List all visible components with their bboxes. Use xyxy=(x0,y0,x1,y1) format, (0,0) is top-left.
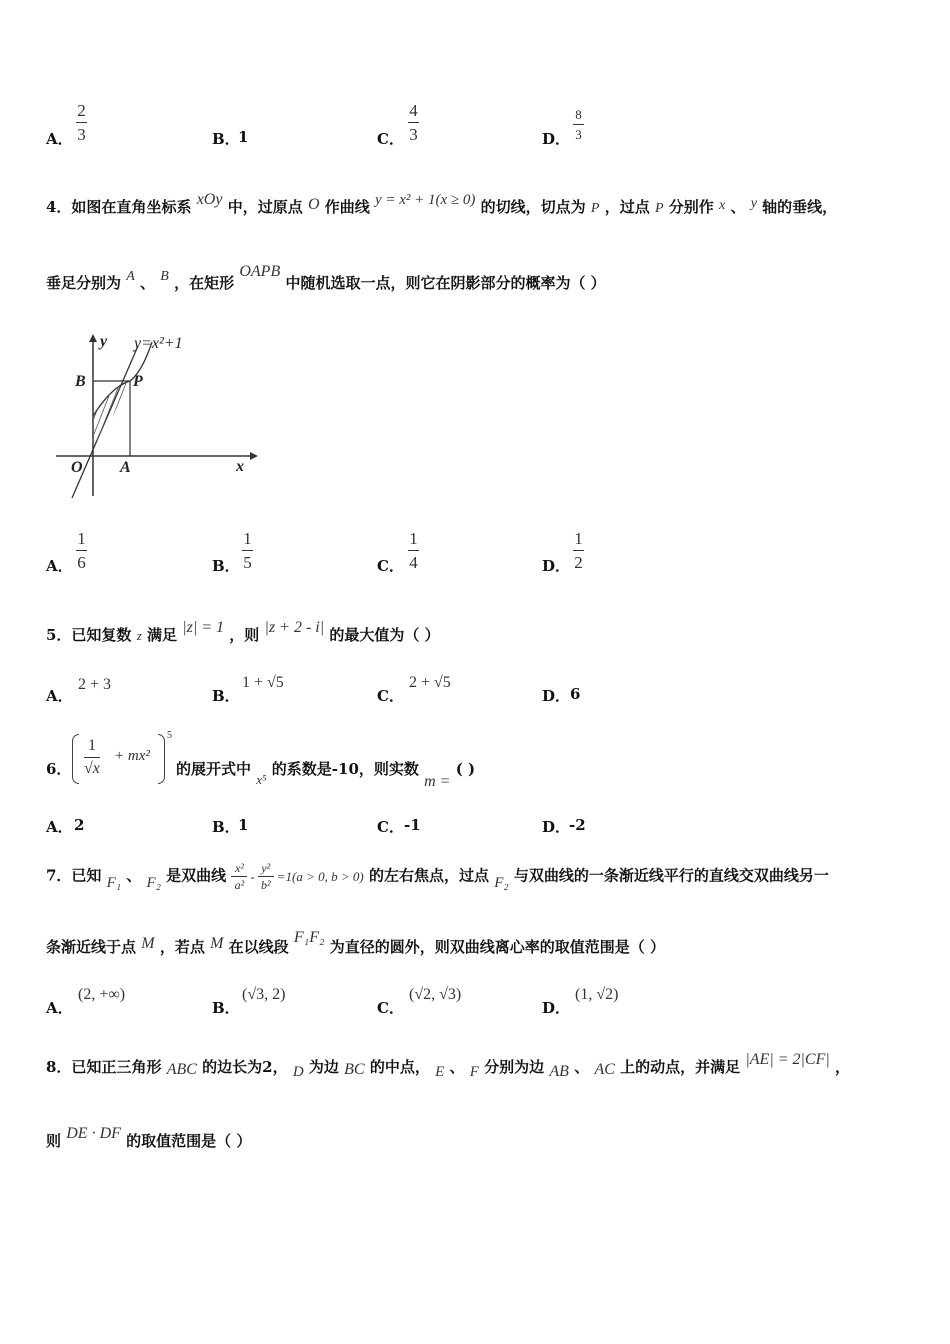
q7-eq-minus: - xyxy=(250,868,255,884)
parabola-curve xyxy=(93,342,152,416)
q3-option-b-letter: B． xyxy=(212,130,240,148)
q6-plus-term: + mx² xyxy=(114,748,150,764)
q7-option-d-value: (1, √2) xyxy=(575,986,619,1003)
q6-option-c-letter: C． xyxy=(377,818,404,836)
q7-f1f2: F₁F₂ xyxy=(293,929,325,946)
q4-text-b: 中，过原点 xyxy=(227,198,303,216)
y-axis-arrow-icon xyxy=(89,334,97,342)
q7-line2 xyxy=(46,929,666,957)
q8-sep2: 、 xyxy=(574,1058,590,1076)
q6-base-fraction xyxy=(84,738,100,777)
q3-option-a-letter: A． xyxy=(46,130,73,148)
q4-B: B xyxy=(160,269,169,284)
q4-option-c-fraction xyxy=(408,530,419,571)
q4-text-f: 分别作 xyxy=(668,198,714,216)
q4-p2: P xyxy=(654,201,664,216)
q5-text-c: ，则 xyxy=(229,626,260,644)
q6-option-c-value: -1 xyxy=(404,816,421,834)
q5-expr: |z + 2 - i| xyxy=(264,619,325,636)
q3-option-d-num: 8 xyxy=(575,107,582,122)
q5-text-d: 的最大值为（ ） xyxy=(329,626,440,644)
q8-line1 xyxy=(46,1051,851,1080)
q8-text-d: 的中点， xyxy=(369,1058,430,1076)
q4-x: x xyxy=(719,198,726,213)
q6-right-paren xyxy=(158,734,165,784)
q7-M2: M xyxy=(210,935,224,952)
q3-option-d-den: 3 xyxy=(575,127,582,142)
q3-option-c-num: 4 xyxy=(409,101,418,120)
q4-option-c-letter: C． xyxy=(377,557,404,575)
q4-sep: 、 xyxy=(730,198,746,216)
q4-option-a-num: 1 xyxy=(77,529,86,548)
q3-option-d-fraction xyxy=(573,108,584,141)
q8-ab: AB xyxy=(549,1063,569,1080)
q4-p: P xyxy=(590,201,600,216)
q3-option-a-den: 3 xyxy=(77,125,86,144)
q6-line xyxy=(176,758,476,790)
q4-A: A xyxy=(126,269,135,284)
q7-text-e: 条渐近线于点 xyxy=(46,938,137,956)
q4-text-a: 4．如图在直角坐标系 xyxy=(46,198,192,216)
figure-b-label: B xyxy=(75,373,86,390)
q4-option-a-fraction xyxy=(76,530,87,571)
q7-text-d: 与双曲线的一条渐近线平行的直线交双曲线另一 xyxy=(513,866,829,885)
q8-text-g: ， xyxy=(835,1058,851,1076)
figure-p-label: P xyxy=(133,373,143,390)
q4-option-d-den: 2 xyxy=(574,553,583,572)
q4-oapb: OAPB xyxy=(239,263,281,280)
q4-option-b-letter: B． xyxy=(212,557,240,575)
q6-expression xyxy=(72,730,172,784)
q7-eq-rest: =1(a > 0, b > 0) xyxy=(276,868,364,884)
q6-number: 6． xyxy=(46,760,72,778)
q6-option-b-value: 1 xyxy=(238,816,249,834)
q8-abc: ABC xyxy=(166,1061,197,1078)
q6-option-b-letter: B． xyxy=(212,818,240,836)
q3-option-a-num: 2 xyxy=(77,101,86,120)
q6-left-paren xyxy=(72,734,79,784)
q7-sep: 、 xyxy=(126,866,142,885)
q7-text-c: 的左右焦点，过点 xyxy=(368,866,489,885)
q3-option-b-value: 1 xyxy=(238,128,249,146)
q4-option-b-den: 5 xyxy=(243,553,252,572)
q7-y-over-b xyxy=(258,862,274,891)
q6-frac-num: 1 xyxy=(87,737,96,754)
q5-text-b: 满足 xyxy=(146,626,177,644)
q7-eq-b: b² xyxy=(260,878,271,892)
q5-option-a-letter: A． xyxy=(46,687,73,705)
q7-line1 xyxy=(46,862,829,891)
q5-option-a-value: 2 + 3 xyxy=(78,676,112,693)
q4-o: O xyxy=(307,196,320,213)
q4-y: y xyxy=(750,196,757,211)
q5-option-d-letter: D． xyxy=(542,687,571,705)
q4-option-b-num: 1 xyxy=(243,529,252,548)
q4-option-d-letter: D． xyxy=(542,557,571,575)
q8-text-b: 的边长为2， xyxy=(202,1058,288,1076)
q4-option-c-num: 1 xyxy=(409,529,418,548)
q7-option-a-value: (2, +∞) xyxy=(78,986,126,1003)
q6-power: 5 xyxy=(167,730,172,741)
q5-cond: |z| = 1 xyxy=(182,619,225,636)
q8-bc: BC xyxy=(344,1061,365,1078)
q4-figure xyxy=(50,328,260,503)
figure-y-label: y xyxy=(100,333,108,350)
q7-option-b-value: (√3, 2) xyxy=(242,986,286,1003)
q8-text-a: 8．已知正三角形 xyxy=(46,1058,162,1076)
q4-line1 xyxy=(46,191,838,217)
q5-option-b-letter: B． xyxy=(212,687,240,705)
q7-text-h: 为直径的圆外，则双曲线离心率的取值范围是（ ） xyxy=(329,938,666,956)
q4-option-b-fraction xyxy=(242,530,253,571)
q7-option-b-letter: B． xyxy=(212,999,240,1017)
q4-text-e: ，过点 xyxy=(604,198,650,216)
q7-M: M xyxy=(141,935,155,952)
q7-text-g: 在以线段 xyxy=(228,938,289,956)
q8-text-c: 为边 xyxy=(308,1058,339,1076)
q7-f1: F₁ xyxy=(106,874,122,891)
q8-sep: 、 xyxy=(449,1058,465,1076)
q5-line xyxy=(46,619,440,645)
q4-option-a-letter: A． xyxy=(46,557,73,575)
q4-option-c-den: 4 xyxy=(409,553,418,572)
q3-option-c-den: 3 xyxy=(409,125,418,144)
q7-f2: F₂ xyxy=(146,874,161,891)
q7-text-b: 是双曲线 xyxy=(166,866,227,885)
q7-f2b: F₂ xyxy=(494,874,509,891)
q6-text-a: 的展开式中 xyxy=(176,760,252,778)
q8-text-e: 分别为边 xyxy=(484,1058,545,1076)
figure-a-label: A xyxy=(120,459,131,476)
q7-text-a: 7．已知 xyxy=(46,866,102,885)
q4-xoy: xOy xyxy=(196,191,223,208)
q7-option-a-letter: A． xyxy=(46,999,73,1017)
q6-option-d-value: -2 xyxy=(569,816,586,834)
q3-option-c-letter: C． xyxy=(377,130,404,148)
q7-option-c-letter: C． xyxy=(377,999,404,1017)
q6-option-d-letter: D． xyxy=(542,818,571,836)
q6-text-b: 的系数是-10，则实数 xyxy=(271,760,419,778)
q4-text-h: 垂足分别为 xyxy=(46,274,122,292)
q8-cond: |AE| = 2|CF| xyxy=(745,1051,830,1068)
figure-x-label: x xyxy=(236,458,244,475)
q6-frac-den: √x xyxy=(84,760,100,777)
q8-e: E xyxy=(435,1064,445,1080)
q3-option-a-fraction xyxy=(76,102,87,143)
q5-option-c-value: 2 + √5 xyxy=(409,674,451,691)
q4-sep2: 、 xyxy=(140,274,156,292)
q6-x5: x⁵ xyxy=(256,772,267,787)
q4-text-j: 中随机选取一点，则它在阴影部分的概率为（ ） xyxy=(285,274,606,292)
q4-text-g: 轴的垂线， xyxy=(762,198,838,216)
q4-option-d-num: 1 xyxy=(574,529,583,548)
q7-hyperbola-eq xyxy=(231,862,363,891)
q5-option-c-letter: C． xyxy=(377,687,404,705)
q7-text-f: ，若点 xyxy=(159,938,205,956)
q8-text-f: 上的动点，并满足 xyxy=(620,1058,741,1076)
figure-curve-label: y=x²+1 xyxy=(134,335,183,352)
q4-line2 xyxy=(46,263,606,293)
q3-option-c-fraction xyxy=(408,102,419,143)
q5-text-a: 5．已知复数 xyxy=(46,626,132,644)
q5-z: z xyxy=(136,628,142,643)
q4-curve-eq: y = x² + 1(x ≥ 0) xyxy=(374,192,476,208)
q7-option-d-letter: D． xyxy=(542,999,571,1017)
q7-eq-y: y² xyxy=(261,861,271,875)
q6-text-c: ( ) xyxy=(455,760,476,778)
figure-o-label: O xyxy=(71,459,83,476)
q7-x-over-a xyxy=(231,862,247,891)
q4-text-i: ，在矩形 xyxy=(174,274,235,292)
q5-option-d-value: 6 xyxy=(570,685,581,703)
q8-text-h: 则 xyxy=(46,1132,62,1150)
q6-option-a-value: 2 xyxy=(74,816,85,834)
q8-f: F xyxy=(469,1064,479,1080)
q4-text-d: 的切线，切点为 xyxy=(480,198,586,216)
q4-text-c: 作曲线 xyxy=(324,198,370,216)
q7-eq-a: a² xyxy=(234,878,245,892)
q8-expr: DE · DF xyxy=(66,1125,121,1142)
q8-line2 xyxy=(46,1125,252,1151)
q8-ac: AC xyxy=(594,1061,615,1078)
q4-option-d-fraction xyxy=(573,530,584,571)
q4-option-a-den: 6 xyxy=(77,553,86,572)
q5-option-b-value: 1 + √5 xyxy=(242,674,284,691)
q6-option-a-letter: A． xyxy=(46,818,73,836)
q8-d: D xyxy=(292,1064,304,1080)
q7-eq-x: x² xyxy=(234,861,244,875)
q7-option-c-value: (√2, √3) xyxy=(409,986,462,1003)
q3-option-d-letter: D． xyxy=(542,130,571,148)
q8-text-i: 的取值范围是（ ） xyxy=(126,1132,252,1150)
q6-m: m = xyxy=(424,773,451,790)
x-axis-arrow-icon xyxy=(250,452,258,460)
